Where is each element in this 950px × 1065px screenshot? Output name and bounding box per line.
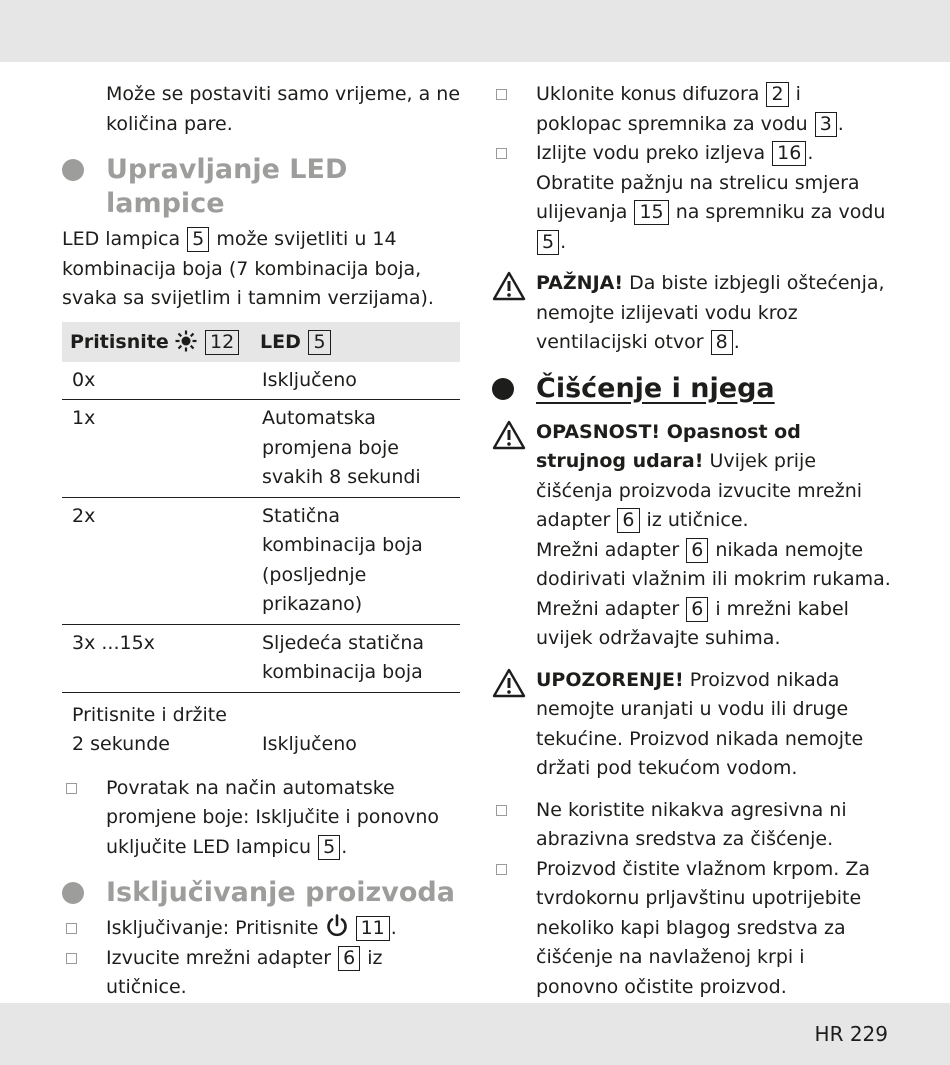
warning-triangle-icon	[492, 668, 526, 698]
table-row: 0x Isključeno	[72, 368, 357, 391]
checkbox-icon	[66, 953, 77, 964]
ref-box: 5	[537, 230, 559, 255]
list-item: Isključivanje: Pritisnite 11 .	[62, 914, 462, 944]
power-icon	[325, 914, 349, 938]
warning-note: UPOZORENJE! Proizvod nikada nemojte uranjati u vodu ili druge tekućine. Proizvod nikada nemojte držati pod tekućom vodom.	[492, 666, 892, 784]
checkbox-icon	[66, 783, 77, 794]
ref-box: 16	[772, 141, 806, 166]
checkbox-icon	[496, 89, 507, 100]
led-modes-table	[62, 322, 460, 764]
table-header: Pritisnite 12 LED 5	[62, 322, 460, 362]
ref-box: 6	[686, 538, 708, 563]
warning-triangle-icon	[492, 271, 526, 301]
ref-box: 5	[308, 330, 330, 355]
cleaning-heading: Čišćenje i njega	[492, 372, 892, 406]
ref-box: 5	[187, 227, 209, 252]
ref-box: 6	[686, 597, 708, 622]
ref-box: 6	[338, 946, 360, 971]
checkbox-icon	[496, 148, 507, 159]
led-description: LED lampica 5 može svijetliti u 14 kombinacija boja (7 kombinacija boja, svaka sa svijetlim i tamnim verzijama).	[62, 228, 434, 309]
right-column	[492, 80, 892, 1002]
page-number: HR 229	[814, 1022, 888, 1046]
table-row: Pritisnite i držite 2 sekunde Isključeno	[62, 692, 460, 764]
list-item: Uklonite konus difuzora 2 i poklopac spremnika za vodu 3 .	[492, 80, 892, 139]
left-column	[62, 80, 462, 1062]
bullet-icon	[492, 378, 514, 400]
warning-triangle-icon	[492, 420, 526, 450]
bullet-icon	[62, 882, 84, 904]
ref-box: 8	[711, 330, 733, 355]
ref-box: 5	[318, 835, 340, 860]
sun-icon	[175, 330, 197, 352]
list-item: Ne koristite nikakva agresivna ni abrazivna sredstva za čišćenje.	[492, 796, 892, 855]
table-row: 3x ...15x Sljedeća statična kombinacija boja	[62, 624, 460, 692]
switch-off-heading: Isključivanje proizvoda	[62, 876, 462, 910]
bottom-band	[0, 1003, 950, 1065]
ref-box: 12	[205, 330, 239, 355]
top-band	[0, 0, 950, 62]
checkbox-icon	[496, 864, 507, 875]
intro-text: Može se postaviti samo vrijeme, a ne količina pare.	[106, 83, 461, 135]
checkbox-icon	[66, 923, 77, 934]
led-control-heading: Upravljanje LED lampice	[62, 153, 462, 221]
bullet-icon	[62, 159, 84, 181]
ref-box: 15	[634, 200, 668, 225]
list-item: Proizvod čistite vlažnom krpom. Za tvrdokornu prljavštinu upotrijebite nekoliko kapi blagog sredstva za čišćenje na navlaženoj krpi i ponovno očistite proizvod.	[492, 855, 892, 1003]
ref-box: 6	[617, 508, 639, 533]
table-row: 2x Statična kombinacija boja (posljednje prikazano)	[62, 497, 460, 624]
list-item: Izlijte vodu preko izljeva 16 . Obratite pažnju na strelicu smjera ulijevanja 15 na spremniku za vodu 5 .	[492, 139, 892, 257]
ref-box: 2	[766, 82, 788, 107]
checkbox-icon	[496, 805, 507, 816]
danger-note: OPASNOST! Opasnost od strujnog udara! Uvijek prije čišćenja proizvoda izvucite mrežni adapter 6 iz utičnice. Mrežni adapter 6 nikada nemojte dodirivati vlažnim ili mokrim rukama. Mrežni adapter 6 i mrežni kabel uvijek održavajte suhima.	[492, 418, 892, 654]
ref-box: 3	[815, 112, 837, 137]
ref-box: 11	[356, 916, 390, 941]
table-row: 1x Automatska promjena boje svakih 8 sekundi	[62, 400, 460, 498]
list-item: Izvucite mrežni adapter 6 iz utičnice.	[62, 944, 462, 1003]
caution-note: PAŽNJA! Da biste izbjegli oštećenja, nemojte izlijevati vodu kroz ventilacijski otvor 8 .	[492, 269, 892, 358]
list-item: Povratak na način automatske promjene boje: Isključite i ponovno uključite LED lampicu 5 .	[62, 774, 462, 863]
